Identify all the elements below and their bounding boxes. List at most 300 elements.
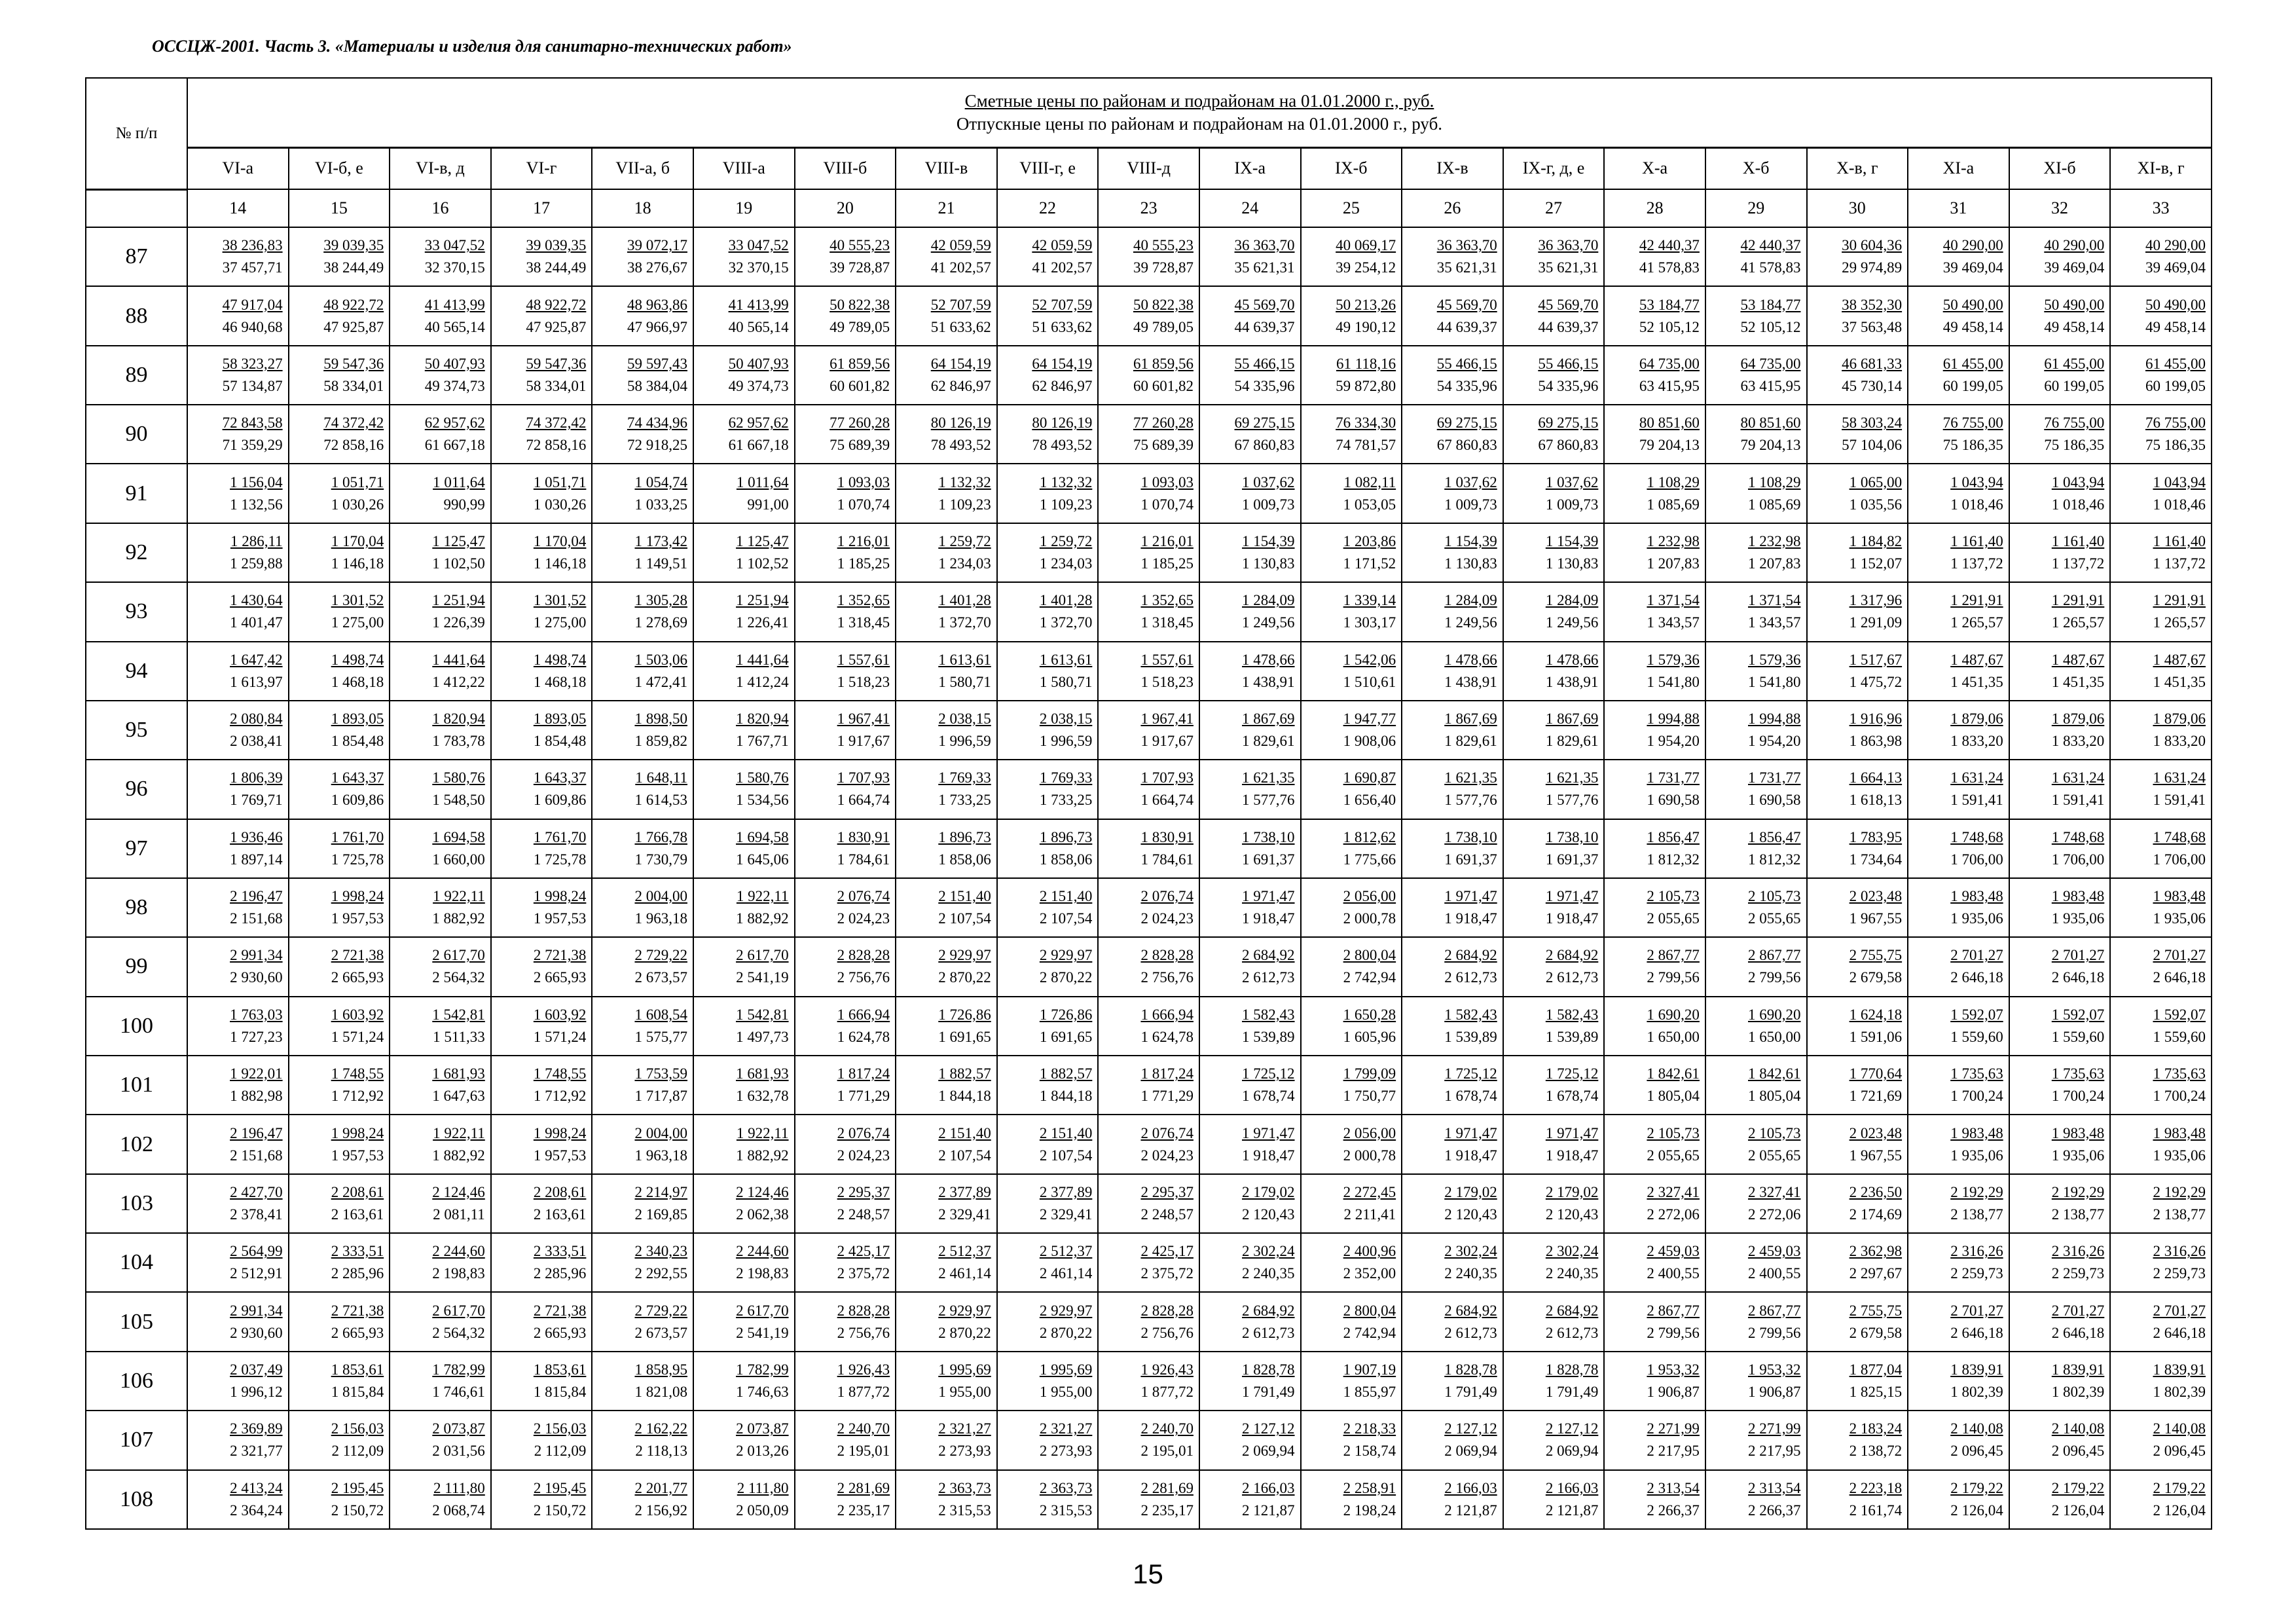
table-row [86,346,2212,405]
price-cell [390,878,491,937]
price-cell [2110,346,2212,405]
price-cell [289,1174,390,1233]
estimate-price: 1 998,24 [533,888,587,905]
estimate-price: 1 994,88 [1647,710,1700,728]
release-price: 2 150,72 [331,1502,384,1519]
release-price: 75 689,39 [829,437,890,454]
estimate-price: 2 004,00 [634,1124,687,1141]
release-price: 41 202,57 [1032,259,1093,276]
estimate-price: 1 666,94 [1140,1006,1194,1023]
row-number: 95 [86,701,187,760]
estimate-price: 1 125,47 [736,532,789,549]
price-cell [2110,760,2212,819]
price-cell [693,286,795,345]
estimate-price: 1 051,71 [533,473,587,490]
release-price: 41 202,57 [930,259,991,276]
table-row [86,760,2212,819]
price-cell [1705,523,1807,582]
estimate-price: 1 922,11 [736,1124,789,1141]
price-cell [390,464,491,523]
release-price: 1 152,07 [1849,555,1903,572]
release-price: 1 918,47 [1545,1147,1599,1164]
price-cell [1503,701,1605,760]
estimate-price: 2 214,97 [634,1183,687,1200]
price-cell [2009,1352,2111,1411]
price-cell [289,405,390,464]
price-cell [2009,760,2111,819]
estimate-price: 39 039,35 [323,237,384,254]
release-price: 75 186,35 [2044,437,2105,454]
price-cell [997,405,1099,464]
release-price: 1 771,29 [837,1088,890,1105]
release-price: 2 151,68 [230,910,283,927]
estimate-price: 61 455,00 [1942,355,2003,372]
release-price: 1 825,15 [1849,1384,1903,1400]
estimate-price: 58 303,24 [1842,415,1903,432]
release-price: 1 207,83 [1748,555,1801,572]
estimate-price: 2 564,99 [230,1243,283,1260]
estimate-price: 1 291,91 [2153,592,2206,609]
release-price: 1 591,41 [1950,792,2003,809]
release-price: 1 085,69 [1647,496,1700,513]
release-price: 1 518,23 [1140,673,1194,690]
release-price: 1 613,97 [230,673,283,690]
estimate-price: 1 867,69 [1444,710,1497,728]
price-cell [1402,464,1503,523]
price-cell [1098,1411,1199,1469]
estimate-price: 1 983,48 [2051,888,2105,905]
price-cell [1503,1174,1605,1233]
price-cell [896,1056,997,1115]
price-cell [1604,701,1705,760]
release-price: 49 374,73 [424,377,485,394]
release-price: 1 791,49 [1242,1384,1295,1400]
release-price: 1 833,20 [1950,733,2003,750]
release-price: 2 673,57 [634,969,687,986]
estimate-price: 1 621,35 [1545,769,1599,786]
estimate-price: 40 290,00 [2145,237,2206,254]
release-price: 2 272,06 [1748,1206,1801,1223]
estimate-price: 1 761,70 [331,828,384,845]
estimate-price: 1 582,43 [1444,1006,1497,1023]
price-cell [1604,760,1705,819]
price-cell [1199,1233,1301,1292]
release-price: 1 996,59 [1039,733,1093,750]
estimate-price: 1 726,86 [1039,1006,1093,1023]
region-header: VI-в, д [390,147,491,189]
estimate-price: 53 184,77 [1639,296,1700,313]
release-price: 2 315,53 [938,1502,991,1519]
column-number: 26 [1402,189,1503,227]
release-price: 49 789,05 [1133,318,1194,335]
release-price: 1 137,72 [2051,555,2105,572]
estimate-price: 1 971,47 [1444,1124,1497,1141]
estimate-price: 1 998,24 [331,888,384,905]
estimate-price: 1 478,66 [1444,651,1497,668]
release-price-title: Отпускные цены по районам и подрайонам на 01.01.2000 г., руб. [956,113,1443,134]
price-cell [1301,642,1402,701]
estimate-price: 2 151,40 [1039,888,1093,905]
table-row [86,1174,2212,1233]
release-price: 1 918,47 [1444,910,1497,927]
estimate-price: 1 896,73 [938,828,991,845]
price-cell [997,1352,1099,1411]
price-cell [289,937,390,996]
release-price: 1 812,32 [1748,851,1801,868]
release-price: 2 217,95 [1647,1443,1700,1460]
release-price: 2 062,38 [736,1206,789,1223]
price-cell [1604,1292,1705,1351]
release-price: 1 784,61 [837,851,890,868]
price-cell [491,1115,592,1173]
release-price: 1 844,18 [1039,1088,1093,1105]
release-price: 1 700,24 [1950,1088,2003,1105]
release-price: 2 665,93 [331,969,384,986]
estimate-price: 76 755,00 [1942,415,2003,432]
price-cell [289,1292,390,1351]
estimate-price: 1 926,43 [837,1361,890,1378]
release-price: 1 510,61 [1343,673,1396,690]
release-price: 38 244,49 [323,259,384,276]
column-number: 31 [1908,189,2009,227]
price-cell [2009,582,2111,641]
release-price: 1 137,72 [1950,555,2003,572]
release-price: 1 882,92 [736,910,789,927]
estimate-price-title: Сметные цены по районам и подрайонам на 01.01.2000 г., руб. [964,90,1434,111]
price-cell [592,642,693,701]
price-cell [289,878,390,937]
price-cell [1098,286,1199,345]
estimate-price: 36 363,70 [1436,237,1497,254]
price-cell [491,464,592,523]
estimate-price: 1 947,77 [1343,710,1396,728]
release-price: 2 126,04 [2051,1502,2105,1519]
estimate-price: 1 582,43 [1545,1006,1599,1023]
estimate-price: 2 867,77 [1647,1302,1700,1319]
release-price: 2 541,19 [736,969,789,986]
release-price: 1 018,46 [1950,496,2003,513]
price-cell [795,1411,896,1469]
release-price: 1 146,18 [533,555,587,572]
estimate-price: 1 828,78 [1242,1361,1295,1378]
estimate-price: 1 879,06 [2051,710,2105,728]
estimate-price: 2 929,97 [1039,947,1093,964]
release-price: 1 412,24 [736,673,789,690]
estimate-price: 2 271,99 [1647,1420,1700,1437]
release-price: 1 918,47 [1545,910,1599,927]
release-price: 1 829,61 [1545,733,1599,750]
release-price: 1 691,65 [938,1028,991,1045]
release-price: 1 511,33 [433,1028,485,1045]
price-cell [2110,582,2212,641]
price-cell [1098,464,1199,523]
estimate-price: 2 327,41 [1647,1183,1700,1200]
release-price: 1 783,78 [432,733,485,750]
release-price: 1 647,63 [432,1088,485,1105]
estimate-price: 1 154,39 [1545,532,1599,549]
release-price: 1 844,18 [938,1088,991,1105]
release-price: 2 107,54 [938,910,991,927]
price-cell [390,1411,491,1469]
price-cell [1807,642,1908,701]
release-price: 2 612,73 [1545,1324,1599,1341]
price-cell [1604,642,1705,701]
release-price: 37 457,71 [222,259,283,276]
release-price: 2 096,45 [2051,1443,2105,1460]
estimate-price: 62 957,62 [728,415,789,432]
release-price: 2 024,23 [1140,910,1194,927]
price-cell [592,286,693,345]
price-cell [390,582,491,641]
release-price: 1 109,23 [1039,496,1093,513]
column-number: 21 [896,189,997,227]
estimate-price: 2 023,48 [1849,888,1903,905]
release-price: 1 957,53 [533,910,587,927]
estimate-price: 2 800,04 [1343,947,1396,964]
estimate-price: 1 430,64 [230,592,283,609]
estimate-price: 1 154,39 [1242,532,1295,549]
column-number: 18 [592,189,693,227]
estimate-price: 2 111,80 [737,1479,789,1496]
column-number: 20 [795,189,896,227]
release-price: 1 812,32 [1647,851,1700,868]
price-cell [1908,997,2009,1056]
price-cell [693,1292,795,1351]
price-cell [896,819,997,878]
release-price: 2 112,09 [331,1443,384,1460]
price-cell [1199,819,1301,878]
estimate-price: 33 047,52 [424,237,485,254]
estimate-price: 1 478,66 [1545,651,1599,668]
column-number: 25 [1301,189,1402,227]
release-price: 2 292,55 [634,1265,687,1282]
release-price: 1 343,57 [1647,614,1700,631]
price-cell [997,582,1099,641]
price-cell [592,405,693,464]
region-header: VI-г [491,147,592,189]
price-cell [1301,227,1402,286]
price-cell [491,1174,592,1233]
column-number: 22 [997,189,1099,227]
release-price: 2 169,85 [634,1206,687,1223]
estimate-price: 1 690,87 [1343,769,1396,786]
release-price: 1 791,49 [1545,1384,1599,1400]
release-price: 57 134,87 [222,377,283,394]
price-cell [1807,227,1908,286]
price-cell [1098,878,1199,937]
release-price: 2 541,19 [736,1324,789,1341]
release-price: 2 400,55 [1647,1265,1700,1282]
estimate-price: 59 597,43 [627,355,687,372]
estimate-price: 50 822,38 [1133,296,1194,313]
estimate-price: 2 038,15 [938,710,991,728]
estimate-price: 1 971,47 [1545,1124,1599,1141]
release-price: 39 254,12 [1336,259,1396,276]
estimate-price: 2 056,00 [1343,888,1396,905]
price-cell [1604,819,1705,878]
estimate-price: 80 126,19 [1032,415,1093,432]
price-cell [390,1174,491,1233]
price-cell [390,523,491,582]
release-price: 1 935,06 [2051,910,2105,927]
price-cell [2110,227,2212,286]
estimate-price: 62 957,62 [424,415,485,432]
estimate-price: 2 151,40 [938,888,991,905]
release-price: 2 612,73 [1444,969,1497,986]
estimate-price: 2 073,87 [432,1420,485,1437]
price-cell [1199,997,1301,1056]
estimate-price: 58 323,27 [222,355,283,372]
estimate-price: 1 799,09 [1343,1065,1396,1082]
estimate-price: 2 240,70 [837,1420,890,1437]
price-cell [1705,819,1807,878]
price-cell [1503,523,1605,582]
estimate-price: 2 316,26 [2153,1243,2206,1260]
price-cell [1098,642,1199,701]
price-cell [896,937,997,996]
release-price: 1 185,25 [837,555,890,572]
price-cell [1098,937,1199,996]
estimate-price: 1 690,20 [1748,1006,1801,1023]
estimate-price: 47 917,04 [222,296,283,313]
estimate-price: 1 580,76 [736,769,789,786]
release-price: 1 730,79 [634,851,687,868]
price-cell [1402,523,1503,582]
price-cell [1503,464,1605,523]
release-price: 2 211,41 [1343,1206,1396,1223]
region-header: VIII-б [795,147,896,189]
price-cell [896,582,997,641]
row-number: 97 [86,819,187,878]
release-price: 2 248,57 [837,1206,890,1223]
estimate-price: 1 830,91 [1140,828,1194,845]
table-row [86,1056,2212,1115]
price-cell [1402,286,1503,345]
estimate-price: 2 258,91 [1343,1479,1396,1496]
estimate-price: 1 782,99 [736,1361,789,1378]
price-cell [1199,1411,1301,1469]
estimate-price: 2 236,50 [1849,1183,1903,1200]
estimate-price: 2 800,04 [1343,1302,1396,1319]
estimate-price: 2 413,24 [230,1479,283,1496]
release-price: 2 121,87 [1444,1502,1497,1519]
estimate-price: 1 983,48 [2153,1124,2206,1141]
estimate-price: 1 735,63 [2051,1065,2105,1082]
estimate-price: 1 694,58 [432,828,485,845]
release-price: 1 829,61 [1444,733,1497,750]
price-cell [1705,1233,1807,1292]
release-price: 1 996,12 [230,1384,283,1400]
release-price: 1 717,87 [634,1088,687,1105]
estimate-price: 2 196,47 [230,888,283,905]
release-price: 1 053,05 [1343,496,1396,513]
price-cell [2009,878,2111,937]
price-cell [289,286,390,345]
price-cell [1199,227,1301,286]
estimate-price: 1 748,55 [331,1065,384,1082]
price-cell [2009,1411,2111,1469]
release-price: 32 370,15 [728,259,789,276]
release-price: 39 469,04 [1942,259,2003,276]
price-cell [693,1470,795,1529]
estimate-price: 1 738,10 [1242,828,1295,845]
price-cell [2009,1233,2111,1292]
table-row [86,701,2212,760]
region-header: XI-а [1908,147,2009,189]
release-price: 2 126,04 [2153,1502,2206,1519]
price-cell [187,878,289,937]
release-price: 1 935,06 [1950,1147,2003,1164]
release-price: 58 334,01 [323,377,384,394]
estimate-price: 2 721,38 [533,947,587,964]
estimate-price: 1 983,48 [2051,1124,2105,1141]
release-price: 39 469,04 [2044,259,2105,276]
estimate-price: 1 839,91 [1950,1361,2003,1378]
price-cell [896,1115,997,1173]
price-cell [997,346,1099,405]
estimate-price: 64 735,00 [1639,355,1700,372]
price-cell [289,642,390,701]
estimate-price: 2 037,49 [230,1361,283,1378]
release-price: 1 791,49 [1444,1384,1497,1400]
release-price: 1 226,39 [432,614,485,631]
release-price: 40 565,14 [728,318,789,335]
release-price: 2 259,73 [2153,1265,2206,1282]
release-price: 1 539,89 [1444,1028,1497,1045]
price-cell [1402,937,1503,996]
estimate-price: 1 132,32 [1039,473,1093,490]
release-price: 2 799,56 [1748,969,1801,986]
release-price: 1 996,59 [938,733,991,750]
estimate-price: 2 056,00 [1343,1124,1396,1141]
price-cell [997,523,1099,582]
price-cell [1503,937,1605,996]
price-cell [1604,286,1705,345]
release-price: 1 318,45 [837,614,890,631]
estimate-price: 1 769,33 [1039,769,1093,786]
estimate-price: 1 170,04 [331,532,384,549]
price-cell [390,701,491,760]
price-cell [1908,1292,2009,1351]
price-cell [2009,1470,2111,1529]
price-cell [592,878,693,937]
price-cell [289,1411,390,1469]
estimate-price: 2 302,24 [1444,1243,1497,1260]
estimate-price: 2 867,77 [1647,947,1700,964]
estimate-price: 1 401,28 [938,592,991,609]
release-price: 72 918,25 [627,437,687,454]
estimate-price: 1 301,52 [533,592,587,609]
table-row [86,523,2212,582]
release-price: 39 728,87 [1133,259,1194,276]
price-cell [1199,346,1301,405]
release-price: 2 285,96 [533,1265,587,1282]
region-header: VIII-г, е [997,147,1099,189]
price-cell [1301,1174,1402,1233]
price-cell [1908,405,2009,464]
estimate-price: 1 441,64 [432,651,485,668]
estimate-price: 64 735,00 [1740,355,1801,372]
price-cell [592,523,693,582]
price-cell [2110,701,2212,760]
estimate-price: 1 643,37 [533,769,587,786]
release-price: 67 860,83 [1538,437,1599,454]
estimate-price: 1 054,74 [634,473,687,490]
estimate-price: 1 557,61 [1140,651,1194,668]
price-cell [795,1115,896,1173]
price-cell [1098,1233,1199,1292]
price-cell [1301,1115,1402,1173]
